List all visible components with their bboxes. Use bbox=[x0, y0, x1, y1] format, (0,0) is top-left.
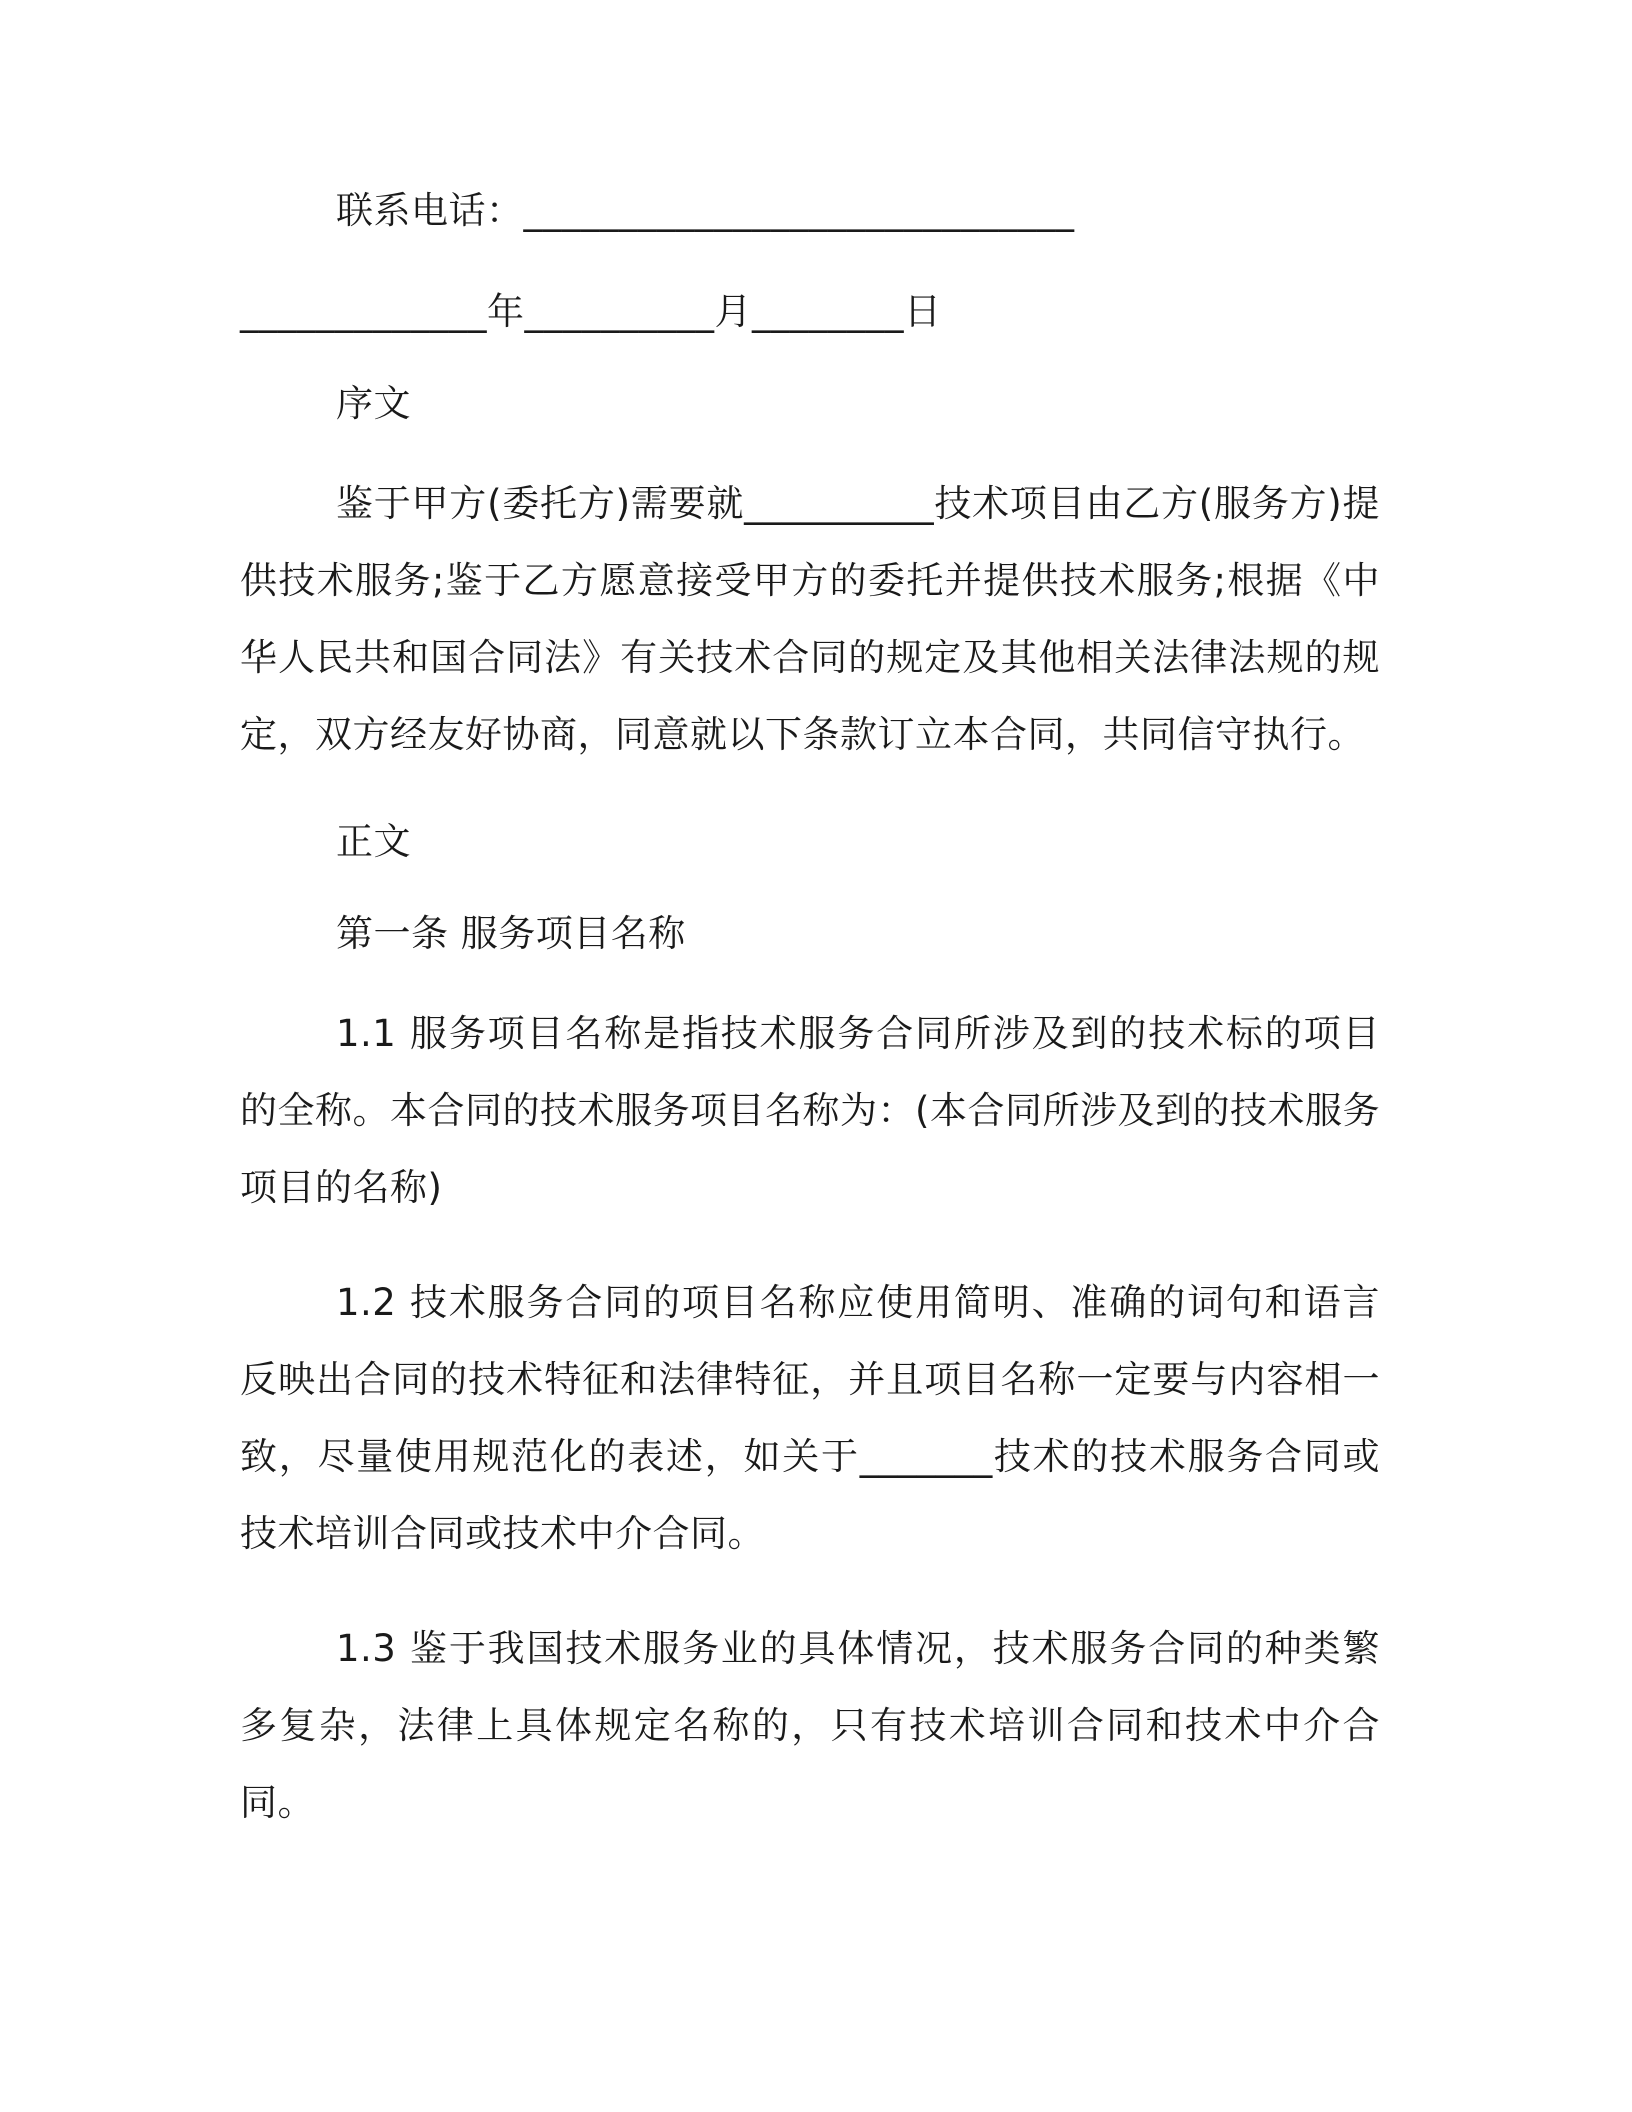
clause-1-2: 1.2 技术服务合同的项目名称应使用简明、准确的词句和语言反映出合同的技术特征和法律特征，并且项目名称一定要与内容相一致，尽量使用规范化的表述，如关于_______技术的技术服务合同或技术培训合同或技术中介合同。 bbox=[240, 1281, 1380, 1555]
article-1-heading: 第一条 服务项目名称 bbox=[336, 912, 686, 955]
body-heading: 正文 bbox=[336, 820, 411, 863]
document-content bbox=[240, 180, 1380, 1841]
clause-1-1: 1.1 服务项目名称是指技术服务合同所涉及到的技术标的项目的全称。本合同的技术服务项目名称为：(本合同所涉及到的技术服务项目的名称) bbox=[240, 1012, 1380, 1209]
preface-paragraph: 鉴于甲方(委托方)需要就__________技术项目由乙方(服务方)提供技术服务;鉴于乙方愿意接受甲方的委托并提供技术服务;根据《中华人民共和国合同法》有关技术合同的规定及其他相关法律法规的规定，双方经友好协商，同意就以下条款订立本合同，共同信守执行。 bbox=[240, 482, 1380, 756]
contact-phone-line: 联系电话：_____________________________ bbox=[336, 189, 1075, 232]
preface-heading: 序文 bbox=[336, 382, 411, 425]
clause-1-3: 1.3 鉴于我国技术服务业的具体情况，技术服务合同的种类繁多复杂，法律上具体规定名称的，只有技术培训合同和技术中介合同。 bbox=[240, 1627, 1380, 1824]
date-line: _____________年__________月________日 bbox=[240, 290, 942, 333]
